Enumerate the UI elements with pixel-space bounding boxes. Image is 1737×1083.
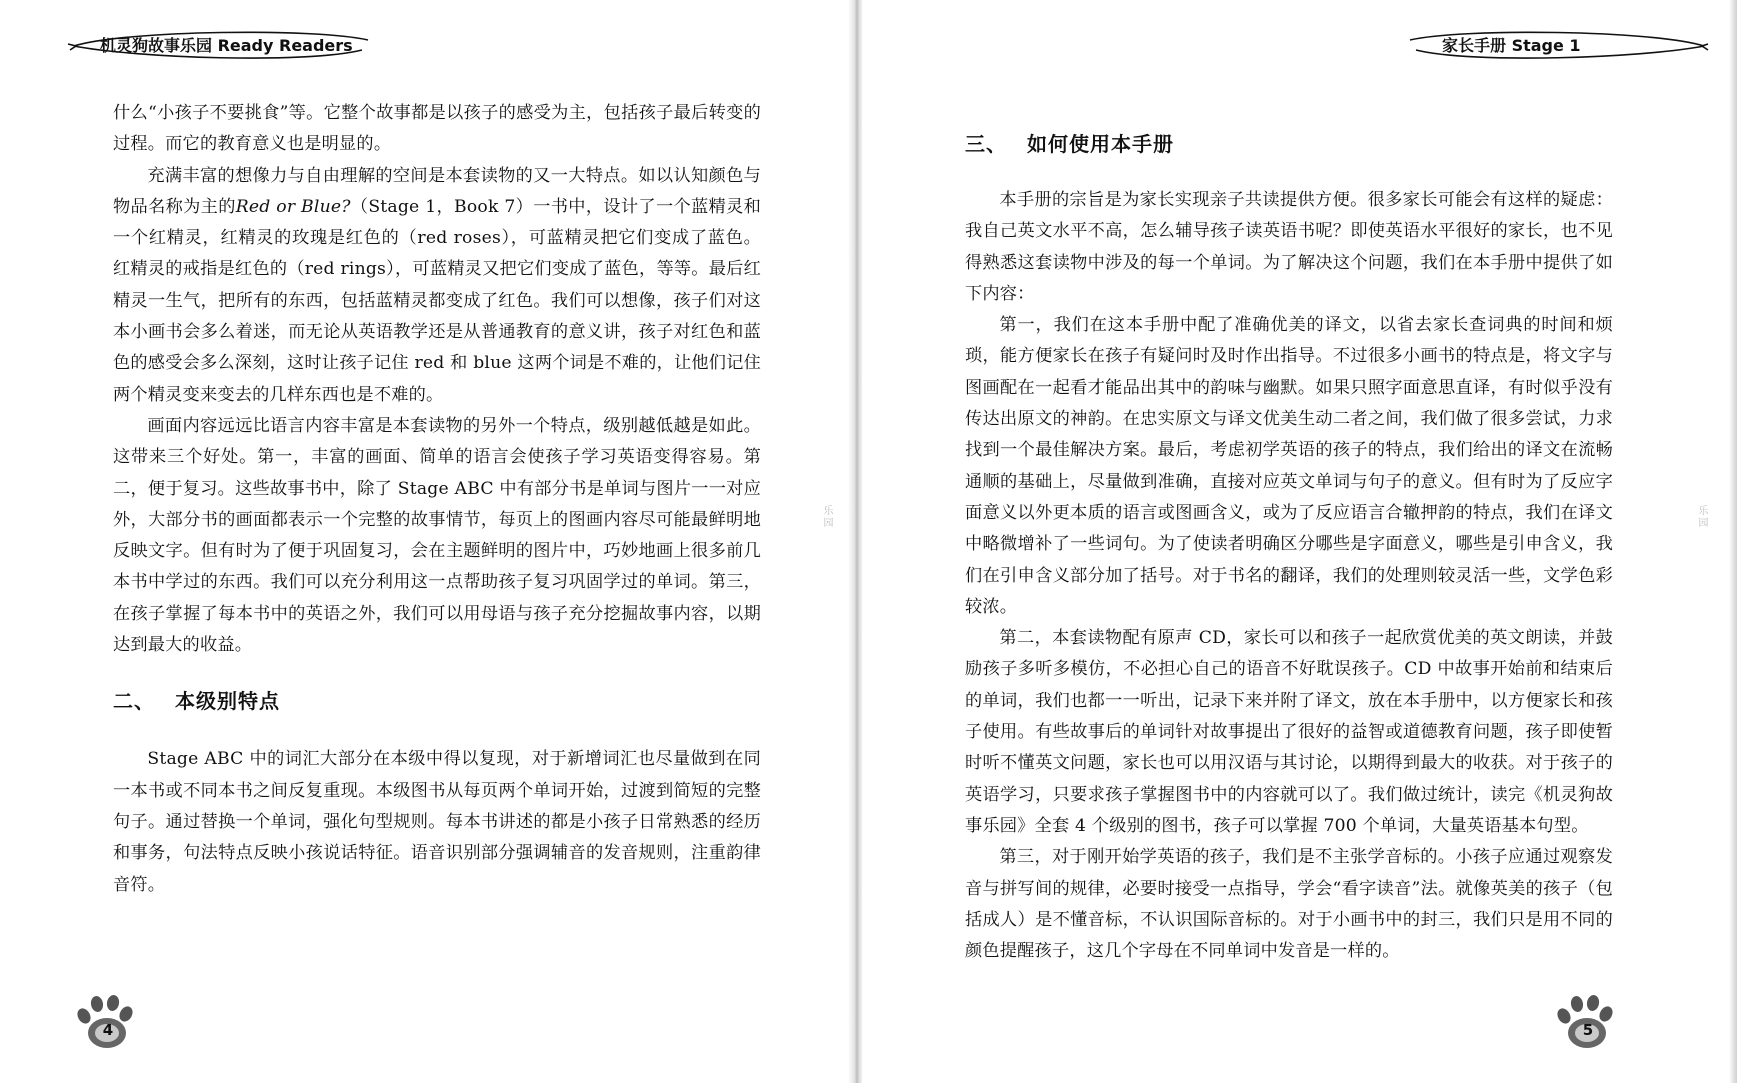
paragraph: 第二，本套读物配有原声 CD，家长可以和孩子一起欣赏优美的英文朗读，并鼓励孩子多听多模仿，不必担心自己的语音不好耽误孩子。CD 中故事开始前和结束后的单词，我们也都一一听出，记录下来并附了译文，放在本手册中，以方便家长和孩子使用。有些故事后的单词针对故事提出了很好的益智或道德教育问题，孩子即使暂时听不懂英文问题，家长也可以用汉语与其讨论，以期得到最大的收获。对于孩子的英语学习，只要求孩子掌握图书中的内容就可以了。我们做过统计，读完《机灵狗故事乐园》全套 4 个级别的图书，孩子可以掌握 700 个单词，大量英语基本句型。 (965, 628, 1613, 836)
book-title: Red or Blue? (235, 196, 351, 217)
running-header (66, 24, 376, 68)
section-number: 三、 (965, 132, 1007, 156)
paragraph: 什么“小孩子不要挑食”等。它整个故事都是以孩子的感受为主，包括孩子最后转变的过程。而它的教育意义也是明显的。 (113, 103, 761, 155)
paragraph-text: （Stage 1，Book 7）一书中，设计了一个蓝精灵和一个红精灵，红精灵的玫瑰是红色的（red roses），可蓝精灵把它们变成了蓝色。红精灵的戒指是红色的（red rings），可蓝精灵又把它们变成了蓝色，等等。最后红精灵一生气，把所有的东西，包括蓝精灵都变成了红色。我们可以想像，孩子们对这本小画书会多么着迷，而无论从英语教学还是从普通教育的意义讲，孩子对红色和蓝色的感受会多么深刻，这时让孩子记住 red 和 blue 这两个词是不难的，让他们记住两个精灵变来变去的几样东西也是不难的。 (113, 196, 762, 405)
page-edge-shadow (1729, 0, 1737, 1083)
side-mark: 乐园 (1696, 505, 1707, 529)
paragraph: 第三，对于刚开始学英语的孩子，我们是不主张学音标的。小孩子应通过观察发音与拼写间的规律，必要时接受一点指导，学会“看字读音”法。就像英美的孩子（包括成人）是不懂音标，不认识国际音标的。对于小画书中的封三，我们只是用不同的颜色提醒孩子，这几个字母在不同单词中发音是一样的。 (965, 847, 1613, 962)
left-page-body (113, 98, 761, 901)
paragraph-text: 充满丰富的想像力与自由理解的空间是本套读物的又一大特点。如以认知颜色与物品名称为主的 (113, 165, 761, 217)
page-number-badge (72, 988, 142, 1058)
paragraph: 本手册的宗旨是为家长实现亲子共读提供方便。很多家长可能会有这样的疑虑：我自己英文水平不高，怎么辅导孩子读英语书呢？即使英语水平很好的家长，也不见得熟悉这套读物中涉及的每一个单词。为了解决这个问题，我们在本手册中提供了如下内容： (965, 190, 1613, 304)
side-mark: 乐园 (821, 505, 832, 529)
page-number: 4 (102, 1021, 114, 1039)
section-heading (113, 685, 761, 714)
section-title: 本级别特点 (175, 689, 280, 714)
right-page (862, 0, 1737, 1083)
header-title: 家长手册 Stage 1 (1442, 36, 1581, 55)
section-heading (965, 128, 1613, 157)
section-number: 二、 (113, 689, 155, 714)
page-number: 5 (1582, 1021, 1594, 1039)
paragraph: 画面内容远远比语言内容丰富是本套读物的另外一个特点，级别越低越是如此。这带来三个好处。第一，丰富的画面、简单的语言会使孩子学习英语变得容易。第二，便于复习。这些故事书中，除了 Stage ABC 中有部分书是单词与图片一一对应外，大部分书的画面都表示一个完整的故事情节，每页上的图画内容尽可能最鲜明地反映文字。但有时为了便于巩固复习，会在主题鲜明的图片中，巧妙地画上很多前几本书中学过的东西。我们可以充分利用这一点帮助孩子复习巩固学过的单词。第三，在孩子掌握了每本书中的英语之外，我们可以用母语与孩子充分挖掘故事内容，以期达到最大的收益。 (113, 415, 761, 656)
paragraph (113, 161, 761, 411)
running-header (1402, 24, 1712, 68)
section-title: 如何使用本手册 (1027, 132, 1174, 156)
header-title: 机灵狗故事乐园 Ready Readers (100, 36, 353, 55)
paragraph: 第一，我们在这本手册中配了准确优美的译文，以省去家长查词典的时间和烦琐，能方便家长在孩子有疑问时及时作出指导。不过很多小画书的特点是，将文字与图画配在一起看才能品出其中的韵味与幽默。如果只照字面意思直译，有时似乎没有传达出原文的神韵。在忠实原文与译文优美生动二者之间，我们做了很多尝试，力求找到一个最佳解决方案。最后，考虑初学英语的孩子的特点，我们给出的译文在流畅通顺的基础上，尽量做到准确，直接对应英文单词与句子的意义。但有时为了反应字面意义以外更本质的语言或图画含义，或为了反应语言合辙押韵的特点，我们在译文中略微增补了一些词句。为了使读者明确区分哪些是字面意义，哪些是引申含义，我们在引申含义部分加了括号。对于书名的翻译，我们的处理则较灵活一些，文学色彩较浓。 (965, 315, 1613, 617)
paragraph: Stage ABC 中的词汇大部分在本级中得以复现，对于新增词汇也尽量做到在同一本书或不同本书之间反复重现。本级图书从每页两个单词开始，过渡到简短的完整句子。通过替换一个单词，强化句型规则。每本书讲述的都是小孩子日常熟悉的经历和事务，句法特点反映小孩说话特征。语音识别部分强调辅音的发音规则，注重韵律音符。 (113, 749, 761, 895)
page-number-badge (1552, 988, 1622, 1058)
left-page (0, 0, 852, 1083)
right-page-body (965, 128, 1613, 967)
